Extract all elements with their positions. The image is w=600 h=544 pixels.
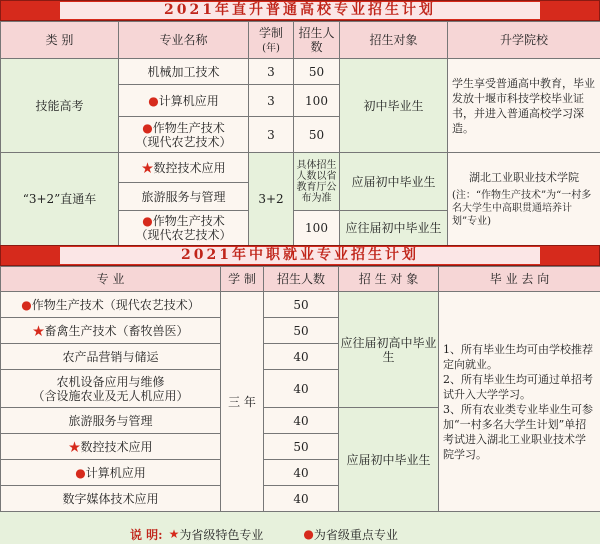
years-cell: 3: [249, 85, 294, 117]
legend: [0, 524, 600, 544]
key-major-dot-icon: ●: [75, 465, 86, 480]
header-years: 学制 (年): [249, 22, 294, 59]
table-row-major: 农产品营销与储运: [1, 344, 221, 370]
key-major-dot-icon: ●: [21, 297, 32, 312]
major-cell: ●计算机应用: [119, 85, 249, 117]
legend-star-text: 为省级特色专业: [179, 527, 264, 542]
quota-cell: 40: [264, 408, 339, 434]
table-row-major: ●作物生产技术（现代农艺技术）: [1, 292, 221, 318]
key-major-dot-icon: ●: [142, 214, 153, 228]
years-cell: 3: [249, 117, 294, 153]
header-quota: 招生人数: [294, 22, 340, 59]
major-cell: ●作物生产技术 （现代农艺技术）: [119, 117, 249, 153]
category-skill-exam: 技能高考: [1, 59, 119, 153]
quota-note-cell: 具体招生人数以省教育厅公布为准: [294, 153, 340, 211]
major-cell: 旅游服务与管理: [119, 183, 249, 211]
target-cell: 应届初中毕业生: [340, 153, 448, 211]
table2-title: 2021年中职就业专业招生计划: [60, 247, 540, 264]
school-cell: 学生享受普通高中教育，毕业发放十堰市科技学校毕业证书，并进入普通高校学习深造。: [448, 59, 600, 153]
category-3plus2: “3+2”直通车: [1, 153, 119, 246]
featured-major-star-icon: ★: [68, 439, 81, 454]
quota-cell: 50: [264, 318, 339, 344]
major-cell: ●作物生产技术 （现代农艺技术）: [119, 211, 249, 246]
quota-cell: 50: [264, 434, 339, 460]
table1-title: 2021年直升普通高校专业招生计划: [60, 2, 540, 19]
key-major-dot-icon: ●: [142, 120, 153, 135]
major-cell: 机械加工技术: [119, 59, 249, 85]
header-major: 专 业: [1, 267, 221, 292]
table-row-major: ●计算机应用: [1, 460, 221, 486]
header-years: 学 制: [221, 267, 264, 292]
key-major-dot-icon: ●: [303, 527, 314, 541]
school-cell: 湖北工业职业技术学院 (注：“作物生产技术”为“一村多名大学生中高职贯通培养计划”专业): [448, 153, 600, 246]
header-school: 升学院校: [448, 22, 600, 59]
header-category: 类 别: [1, 22, 119, 59]
key-major-dot-icon: ●: [148, 93, 159, 108]
featured-major-star-icon: ★: [141, 160, 154, 175]
table-row-major: 农机设备应用与维修 （含设施农业及无人机应用）: [1, 370, 221, 408]
destination-cell: 1、所有毕业生均可由学校推荐定向就业。 2、所有毕业生均可通过单招考试升入大学学习。 3、所有农业类专业毕业生可参加“一村多名大学生计划”单招考试进入湖北工业职业技术学院学习。: [439, 292, 600, 512]
quota-cell: 40: [264, 344, 339, 370]
target-cell: 应往届初中毕业生: [340, 211, 448, 246]
years-cell: 三 年: [221, 292, 264, 512]
legend-label: 说 明:: [130, 527, 163, 542]
header-major: 专业名称: [119, 22, 249, 59]
quota-cell: 40: [264, 370, 339, 408]
header-quota: 招生人数: [264, 267, 339, 292]
table1: [0, 21, 600, 246]
target-cell: 应往届初高中毕业生: [339, 292, 439, 408]
target-cell: 初中毕业生: [340, 59, 448, 153]
quota-cell: 40: [264, 460, 339, 486]
quota-cell: 40: [264, 486, 339, 512]
table-row-major: ★数控技术应用: [1, 434, 221, 460]
featured-major-star-icon: ★: [168, 527, 180, 541]
featured-major-star-icon: ★: [32, 323, 45, 338]
target-cell: 应届初中毕业生: [339, 408, 439, 512]
quota-cell: 100: [294, 85, 340, 117]
years-cell: 3+2: [249, 153, 294, 246]
quota-cell: 50: [294, 59, 340, 85]
header-destination: 毕 业 去 向: [439, 267, 600, 292]
table-row-major: ★畜禽生产技术（畜牧兽医）: [1, 318, 221, 344]
years-cell: 3: [249, 59, 294, 85]
major-cell: ★数控技术应用: [119, 153, 249, 183]
table-row-major: 旅游服务与管理: [1, 408, 221, 434]
quota-cell: 50: [264, 292, 339, 318]
quota-cell: 100: [294, 211, 340, 246]
header-target: 招生对象: [340, 22, 448, 59]
table-row-major: 数字媒体技术应用: [1, 486, 221, 512]
legend-dot-text: 为省级重点专业: [313, 527, 398, 542]
table2: [0, 266, 600, 512]
table1-title-banner: [0, 0, 600, 21]
table2-title-banner: [0, 245, 600, 266]
header-target: 招 生 对 象: [339, 267, 439, 292]
quota-cell: 50: [294, 117, 340, 153]
